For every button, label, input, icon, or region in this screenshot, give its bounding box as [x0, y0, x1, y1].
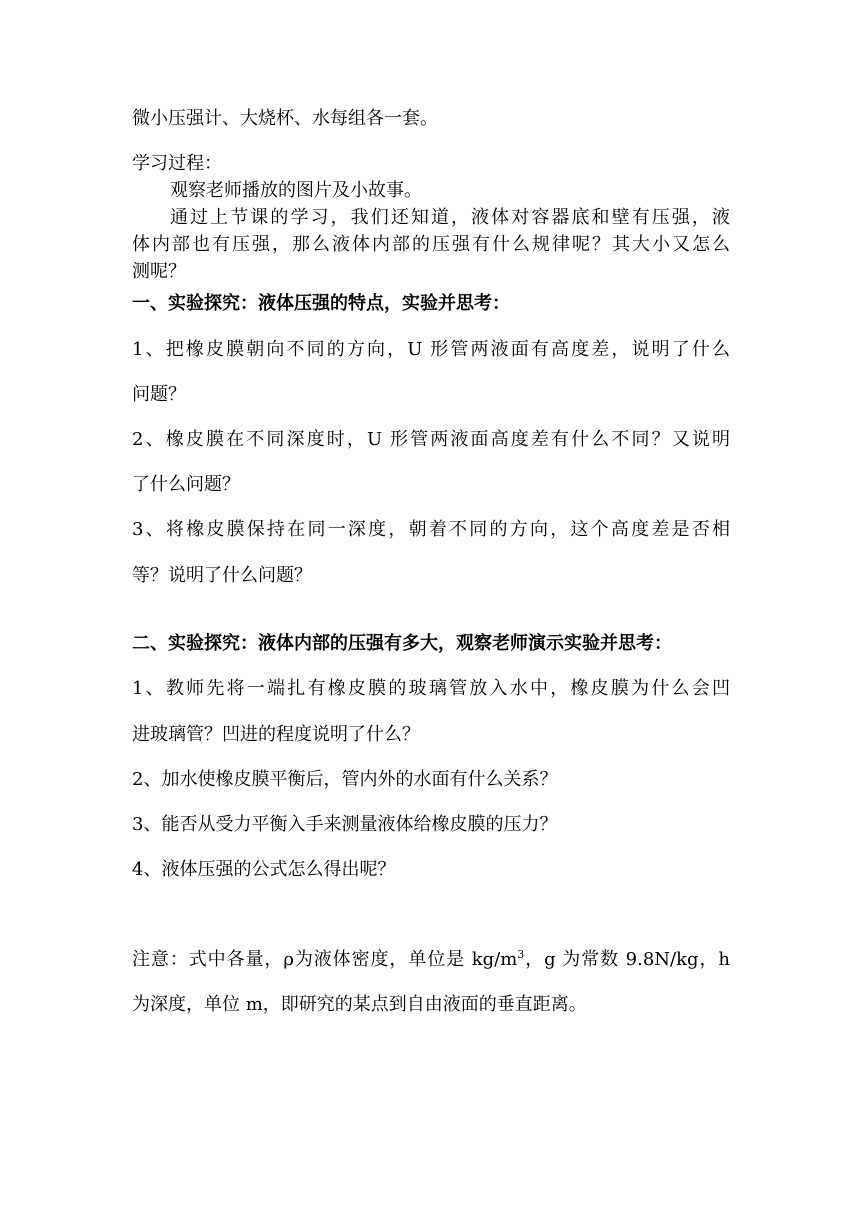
note-line-1-text-b: ，g 为常数 9.8N/kg，h	[524, 949, 730, 970]
section-2-question-3: 3、能否从受力平衡入手来测量液体给橡皮膜的压力？	[132, 814, 558, 835]
section-2-question-1-line-2: 进玻璃管？凹进的程度说明了什么？	[132, 724, 420, 745]
section-2-question-2: 2、加水使橡皮膜平衡后，管内外的水面有什么关系？	[132, 769, 558, 790]
section-1-heading: 一、实验探究：液体压强的特点，实验并思考：	[132, 293, 510, 314]
process-paragraph-2-line-1: 通过上节课的学习，我们还知道，液体对容器底和壁有压强，液	[170, 207, 730, 228]
section-1-question-1-line-1: 1、把橡皮膜朝向不同的方向，U 形管两液面有高度差，说明了什么	[132, 339, 730, 360]
process-paragraph-1: 观察老师播放的图片及小故事。	[170, 180, 422, 201]
section-1-question-3-line-1: 3、将橡皮膜保持在同一深度，朝着不同的方向，这个高度差是否相	[132, 519, 730, 540]
process-paragraph-2-line-2: 体内部也有压强，那么液体内部的压强有什么规律呢？其大小又怎么	[132, 234, 730, 255]
note-superscript: 3	[517, 948, 525, 961]
section-2-question-4: 4、液体压强的公式怎么得出呢？	[132, 859, 396, 880]
process-paragraph-2-line-3: 测呢？	[132, 261, 186, 282]
section-1-question-1-line-2: 问题？	[132, 384, 186, 405]
section-1-question-2-line-2: 了什么问题？	[132, 474, 240, 495]
note-line-1	[132, 948, 730, 970]
note-line-1-text-a: 注意：式中各量，ρ为液体密度，单位是 kg/m	[132, 949, 518, 970]
section-1-question-3-line-2: 等？说明了什么问题？	[132, 565, 312, 586]
note-line-2: 为深度，单位 m，即研究的某点到自由液面的垂直距离。	[132, 994, 587, 1015]
process-heading: 学习过程：	[132, 153, 222, 174]
section-1-question-2-line-1: 2、橡皮膜在不同深度时，U 形管两液面高度差有什么不同？又说明	[132, 429, 730, 450]
section-2-heading: 二、实验探究：液体内部的压强有多大，观察老师演示实验并思考：	[132, 633, 672, 654]
materials-line: 微小压强计、大烧杯、水每组各一套。	[132, 108, 438, 129]
section-2-question-1-line-1: 1、教师先将一端扎有橡皮膜的玻璃管放入水中，橡皮膜为什么会凹	[132, 678, 730, 699]
